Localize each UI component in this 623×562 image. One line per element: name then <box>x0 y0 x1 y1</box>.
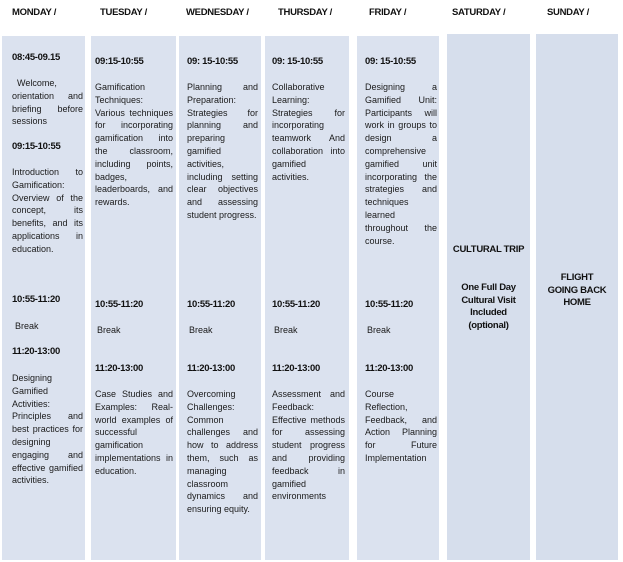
friday-column <box>357 36 439 560</box>
friday-session3-time: 11:20-13:00 <box>365 363 413 374</box>
wednesday-session2-text: Break <box>189 325 213 335</box>
tuesday-session1-text: Gamification Techniques: Various techniques for incorporating gamification into the classroom, including points, badges, leaderboards, and rewards. <box>95 82 173 208</box>
tuesday-session1-time: 09:15-10:55 <box>95 56 144 67</box>
monday-session2-time: 09:15-10:55 <box>12 141 61 152</box>
monday-session3-time: 10:55-11:20 <box>12 294 60 305</box>
header-friday: FRIDAY / <box>369 7 407 18</box>
header-sunday: SUNDAY / <box>547 7 589 18</box>
thursday-session3-text: Assessment and Feedback: Effective methods for assessing student progress and providing feedback in gamified environments <box>272 389 345 502</box>
thursday-session1-text: Collaborative Learning: Strategies for incorporating teamwork And collaboration into gamified activities. <box>272 82 345 182</box>
monday-session1-time: 08:45-09.15 <box>12 52 60 63</box>
tuesday-session3-text: Case Studies and Examples: Real-world examples of successful gamification implementations in education. <box>95 389 173 476</box>
wednesday-column <box>179 36 261 560</box>
sunday-column <box>536 34 618 560</box>
monday-session4-text: Designing Gamified Activities: Principles and best practices for designing engaging and effective gamified activities. <box>12 373 83 486</box>
wednesday-session2-time: 10:55-11:20 <box>187 299 235 310</box>
thursday-session1-time: 09: 15-10:55 <box>272 56 323 67</box>
tuesday-column <box>91 36 176 560</box>
tuesday-session2-text: Break <box>97 325 121 335</box>
friday-session2-time: 10:55-11:20 <box>365 299 413 310</box>
monday-session2-text: Introduction to Gamification: Overview of the concept, its benefits, and its applications in education. <box>12 167 83 254</box>
saturday-title: CULTURAL TRIP <box>452 244 525 255</box>
wednesday-session1-time: 09: 15-10:55 <box>187 56 238 67</box>
header-thursday: THURSDAY / <box>278 7 333 18</box>
header-saturday: SATURDAY / <box>452 7 506 18</box>
friday-session1-time: 09: 15-10:55 <box>365 56 416 67</box>
monday-session3-text: Break <box>15 321 39 331</box>
sunday-text: FLIGHT GOING BACK HOME <box>547 272 607 308</box>
monday-session1-text: Welcome, orientation and briefing before sessions <box>12 78 83 127</box>
saturday-text: One Full Day Cultural Visit Included (optional) <box>461 282 516 331</box>
friday-session2-text: Break <box>367 325 391 335</box>
friday-session1-text: Designing a Gamified Unit: Participants will work in groups to design a comprehensive gamified unit incorporating the strategies and techniques learned throughout the course. <box>365 82 437 246</box>
friday-session3-text: Course Reflection, Feedback, and Action Planning for Future Implementation <box>365 389 437 463</box>
tuesday-session2-time: 10:55-11:20 <box>95 299 143 310</box>
wednesday-session3-text: Overcoming Challenges: Common challenges and how to address them, such as managing classroom dynamics and ensuring equity. <box>187 389 258 515</box>
header-monday: MONDAY / <box>12 7 57 18</box>
thursday-session3-time: 11:20-13:00 <box>272 363 320 374</box>
thursday-session2-time: 10:55-11:20 <box>272 299 320 310</box>
monday-column <box>2 36 85 560</box>
wednesday-session1-text: Planning and Preparation: Strategies for planning and preparing gamified activities, including setting clear objectives and assessing student progress. <box>187 82 258 220</box>
thursday-column <box>265 36 349 560</box>
monday-session4-time: 11:20-13:00 <box>12 346 60 357</box>
saturday-column <box>447 34 530 560</box>
header-wednesday: WEDNESDAY / <box>186 7 249 18</box>
header-tuesday: TUESDAY / <box>100 7 147 18</box>
thursday-session2-text: Break <box>274 325 298 335</box>
tuesday-session3-time: 11:20-13:00 <box>95 363 143 374</box>
wednesday-session3-time: 11:20-13:00 <box>187 363 235 374</box>
